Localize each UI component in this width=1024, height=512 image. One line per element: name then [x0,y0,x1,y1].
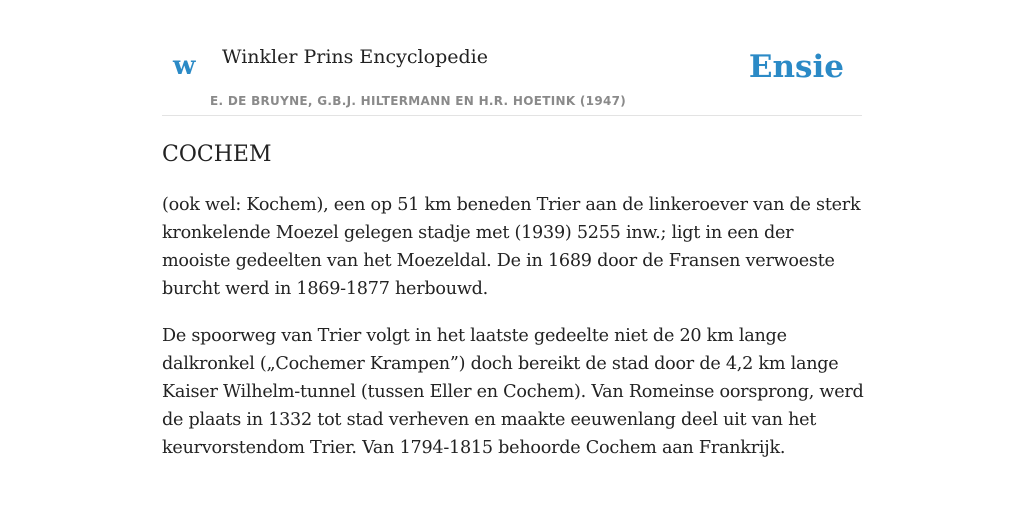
source-authors: E. DE BRUYNE, G.B.J. HILTERMANN EN H.R. HOETINK (1947) [210,94,627,108]
source-title-link[interactable]: Winkler Prins Encyclopedie [222,46,488,68]
article-paragraph: De spoorweg van Trier volgt in het laatste gedeelte niet de 20 km lange dalkronkel („Cochemer Krampen”) doch bereikt de stad door de 4,2 km lange Kaiser Wilhelm-tunnel (tussen Eller en Cochem). Van Romeinse oorsprong, werd de plaats in 1332 tot stad verheven en maakte eeuwenlang deel uit van het keurvorstendom Trier. Van 1794-1815 behoorde Cochem aan Frankrijk. [162,326,864,458]
winkler-prins-logo[interactable]: w [173,51,196,81]
article [162,138,866,462]
source-header [162,40,862,116]
article-headword: COCHEM [162,142,272,167]
ensie-logo-link[interactable]: Ensie [748,49,844,85]
article-paragraph: (ook wel: Kochem), een op 51 km beneden Trier aan de linkeroever van de sterk kronkelende Moezel gelegen stadje met (1939) 5255 inw.; ligt in een der mooiste gedeelten van het Moezeldal. De in 1689 door de Fransen verwoeste burcht werd in 1869-1877 herbouwd. [162,195,861,299]
